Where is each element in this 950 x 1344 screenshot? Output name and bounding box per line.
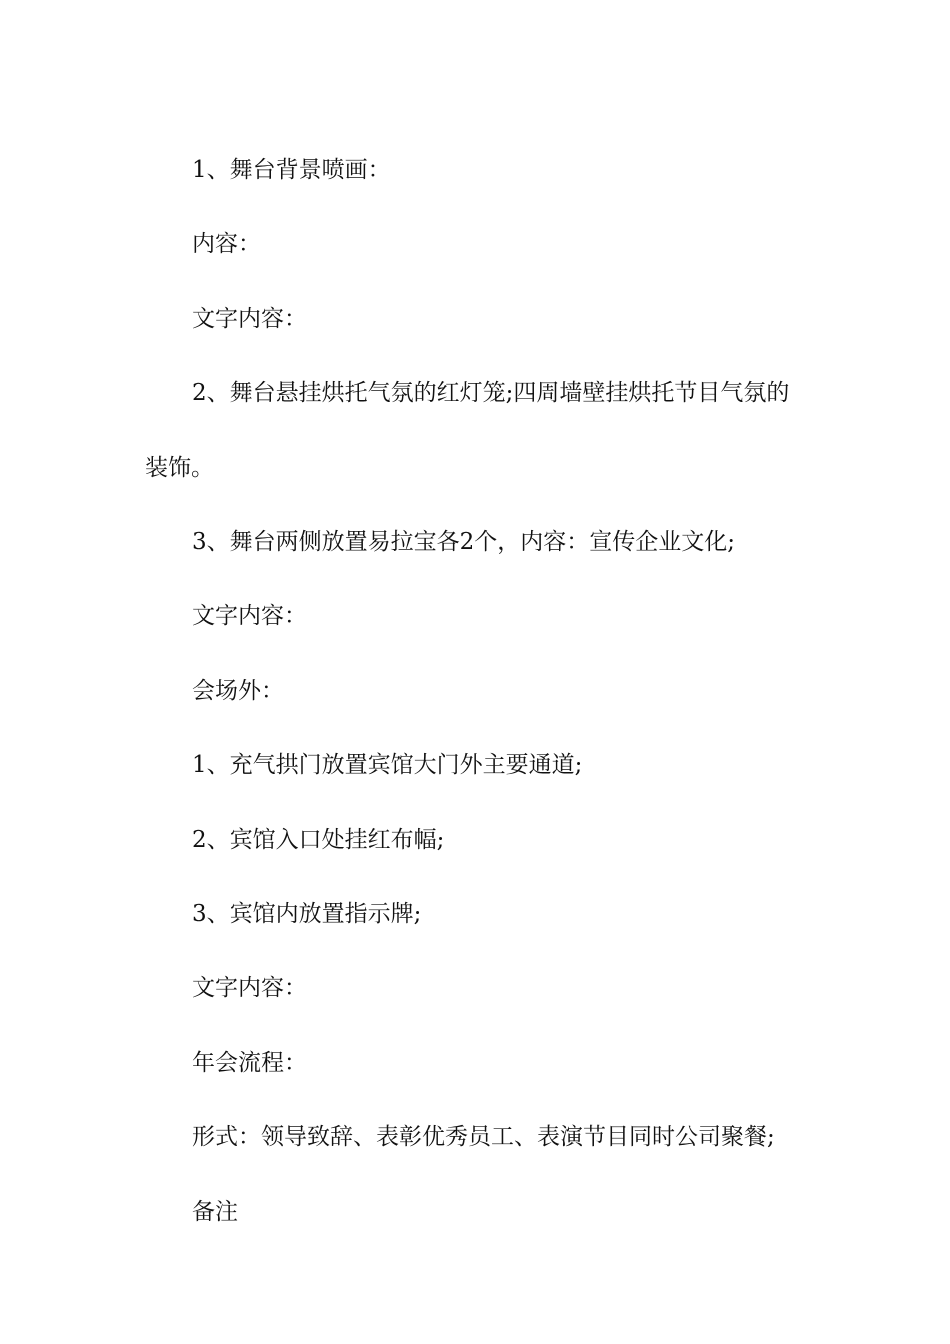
paragraph-rollup-banners: 3、舞台两侧放置易拉宝各2个，内容：宣传企业文化; — [192, 529, 736, 556]
paragraph-text-content: 文字内容： — [192, 975, 307, 1002]
paragraph-inflatable-arch: 1、充气拱门放置宾馆大门外主要通道; — [192, 752, 583, 779]
paragraph-annual-meeting-flow: 年会流程： — [192, 1049, 307, 1076]
paragraph-notes: 备注 — [192, 1198, 238, 1225]
paragraph-content-label: 内容： — [192, 231, 261, 258]
paragraph-format: 形式：领导致辞、表彰优秀员工、表演节目同时公司聚餐; — [192, 1124, 775, 1151]
document-body — [145, 133, 810, 1249]
paragraph-text-content: 文字内容： — [192, 305, 307, 332]
paragraph-red-banner: 2、宾馆入口处挂红布幅; — [192, 826, 445, 853]
paragraph-signage: 3、宾馆内放置指示牌; — [192, 901, 422, 928]
paragraph-outside-venue: 会场外： — [192, 677, 284, 704]
paragraph-text-content: 文字内容： — [192, 603, 307, 630]
paragraph-stage-lanterns: 2、舞台悬挂烘托气氛的红灯笼;四周墙壁挂烘托节目气氛的装饰。 — [145, 380, 790, 481]
paragraph-stage-backdrop: 1、舞台背景喷画： — [192, 157, 391, 183]
